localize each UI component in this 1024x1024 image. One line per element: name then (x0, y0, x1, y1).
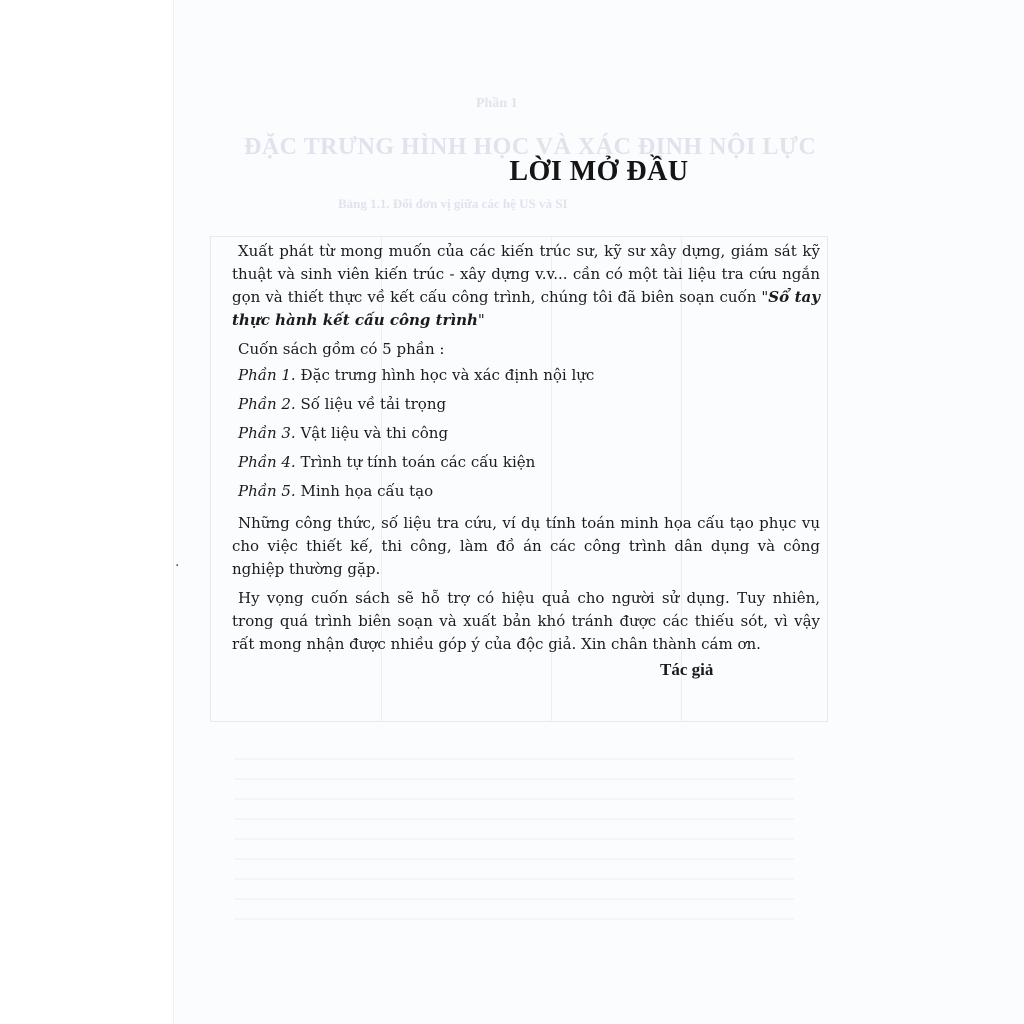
part-text: Số liệu về tải trọng (295, 395, 447, 413)
intro-paragraph (232, 240, 820, 332)
author-signature: Tác giả (660, 660, 714, 679)
intro-text-end: " (477, 311, 485, 329)
part-label: Phần 1. (238, 366, 296, 384)
page-title: LỜI MỞ ĐẦU (509, 156, 689, 187)
part-text: Đặc trưng hình học và xác định nội lực (295, 366, 595, 384)
bleed-through-section-heading: ĐẶC TRƯNG HÌNH HỌC VÀ XÁC ĐỊNH NỘI LỰC (244, 134, 817, 160)
part-text: Vật liệu và thi công (295, 424, 449, 442)
part-text: Trình tự tính toán các cấu kiện (295, 453, 536, 471)
list-item (232, 390, 820, 419)
bleed-through-table-caption: Bảng 1.1. Đổi đơn vị giữa các hệ US và SI (338, 196, 568, 211)
list-item (232, 361, 820, 390)
margin-mark: · (175, 558, 180, 574)
bleed-through-part-heading: Phần 1 (476, 96, 518, 111)
part-label: Phần 4. (238, 453, 296, 471)
list-item (232, 477, 820, 506)
book-title: Sổ tay thực hành kết cấu công trình (232, 288, 820, 329)
part-label: Phần 5. (238, 482, 296, 500)
bleed-through-rows (234, 740, 794, 920)
part-label: Phần 2. (238, 395, 296, 413)
parts-intro: Cuốn sách gồm có 5 phần : (238, 340, 445, 358)
preface-body (232, 240, 820, 656)
part-label: Phần 3. (238, 424, 296, 442)
closing-paragraph: Hy vọng cuốn sách sẽ hỗ trợ có hiệu quả cho người sử dụng. Tuy nhiên, trong quá trình biên soạn và xuất bản khó tránh được các thiếu sót, vì vậy rất mong nhận được nhiều góp ý của độc giả. Xin chân thành cám ơn. (232, 589, 820, 653)
intro-text: Xuất phát từ mong muốn của các kiến trúc sư, kỹ sư xây dựng, giám sát kỹ thuật và sinh viên kiến trúc - xây dựng v.v... cần có một tài liệu tra cứu ngắn gọn và thiết thực về kết cấu công trình, chúng tôi đã biên soạn cuốn " (232, 242, 820, 306)
list-item (232, 419, 820, 448)
list-item (232, 448, 820, 477)
parts-list (232, 361, 820, 506)
purpose-paragraph: Những công thức, số liệu tra cứu, ví dụ tính toán minh họa cấu tạo phục vụ cho việc thiết kế, thi công, làm đồ án các công trình dân dụng và công nghiệp thường gặp. (232, 514, 820, 578)
part-text: Minh họa cấu tạo (295, 482, 434, 500)
